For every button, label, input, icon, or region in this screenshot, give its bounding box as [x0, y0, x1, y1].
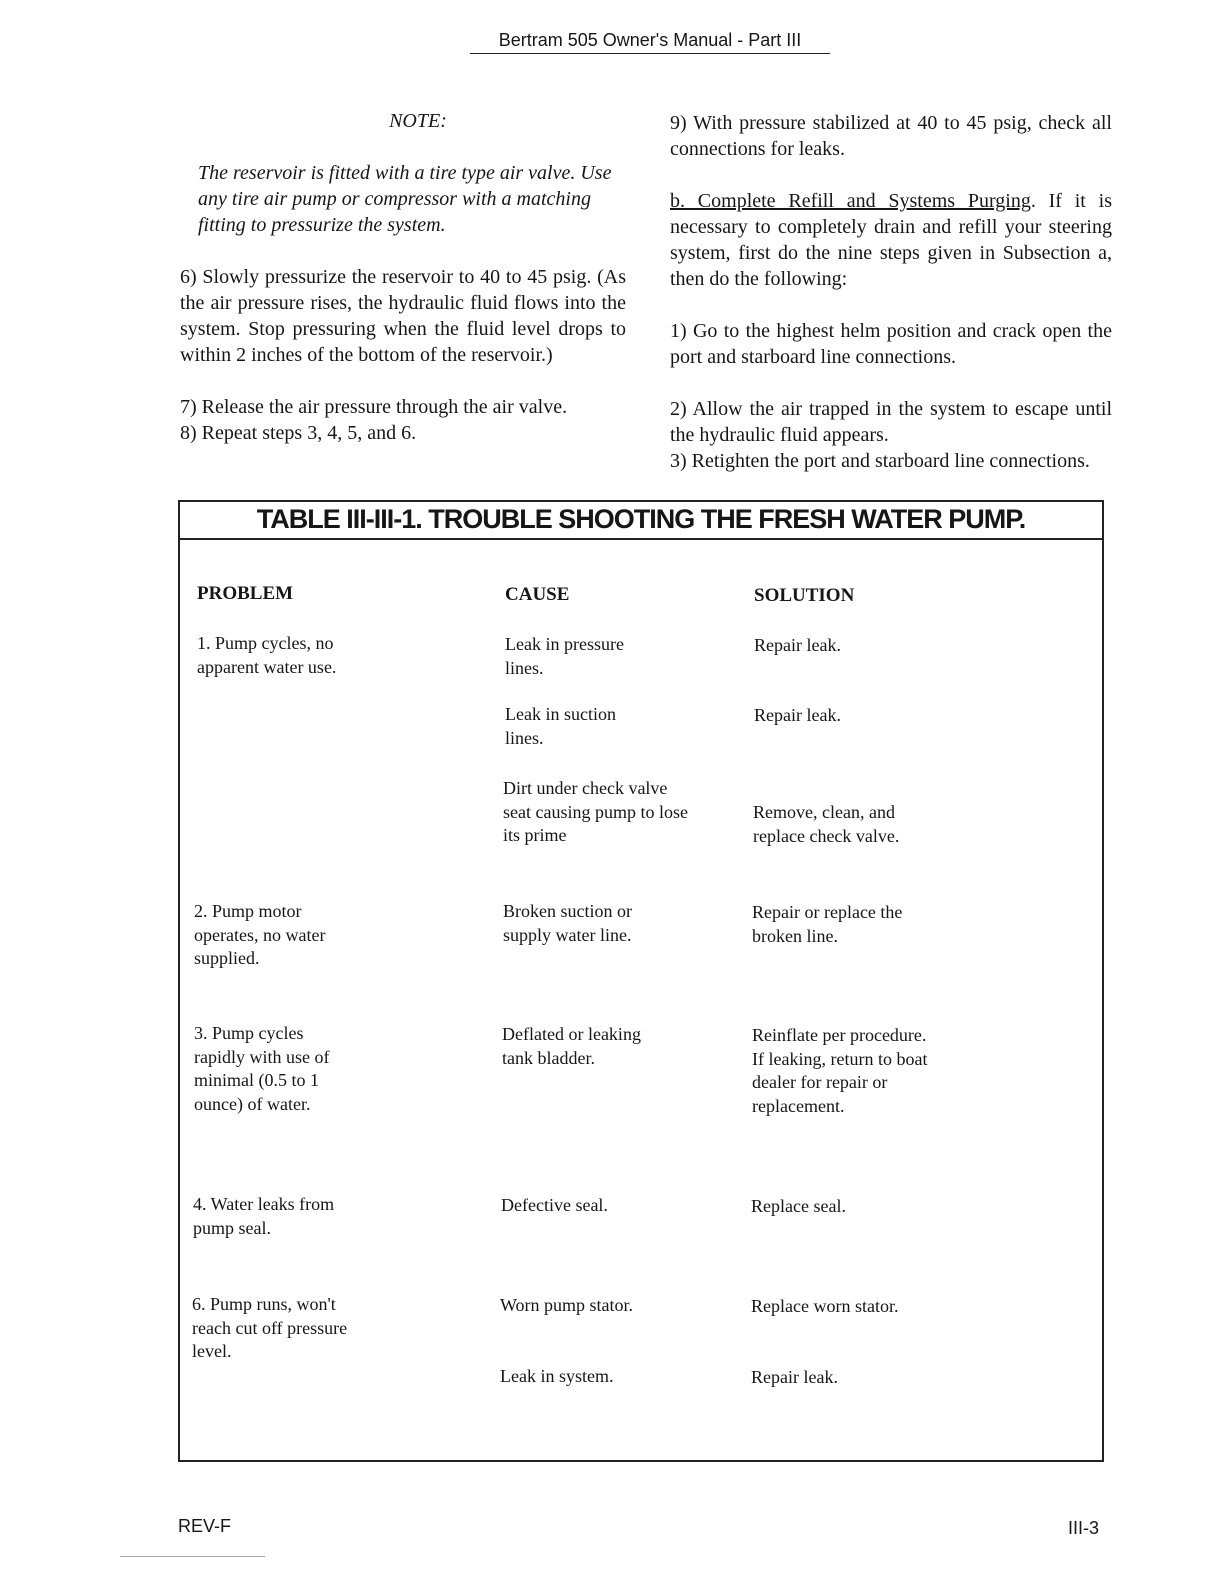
step-6: 6) Slowly pressurize the reservoir to 40 to 45 psig. (As the air pressure rises, the hydraulic fluid flows into the system. Stop pressuring when the fluid level drops to within 2 inches of the bottom of the reservoir.)	[180, 266, 626, 366]
problem-4: 4. Water leaks from pump seal.	[193, 1194, 335, 1238]
step-7: 7) Release the air pressure through the air valve.	[180, 396, 568, 418]
note-body: The reservoir is fitted with a tire type air valve. Use any tire air pump or compressor with a matching fitting to pressurize the system.	[198, 162, 612, 236]
purge-step-2: 2) Allow the air trapped in the system to escape until the hydraulic fluid appears.	[670, 398, 1112, 446]
solution-1b: Repair leak.	[754, 705, 841, 725]
troubleshooting-table	[178, 500, 1104, 1462]
solution-6a: Replace worn stator.	[751, 1296, 899, 1316]
purge-step-3: 3) Retighten the port and starboard line connections.	[670, 450, 1090, 472]
cause-1b: Leak in suction lines.	[505, 704, 616, 748]
problem-3: 3. Pump cycles rapidly with use of minimal (0.5 to 1 ounce) of water.	[194, 1023, 330, 1114]
cause-3: Deflated or leaking tank bladder.	[502, 1024, 641, 1068]
solution-1a: Repair leak.	[754, 635, 841, 655]
problem-6: 6. Pump runs, won't reach cut off pressure level.	[192, 1294, 348, 1361]
cause-2: Broken suction or supply water line.	[503, 901, 632, 945]
solution-1c: Remove, clean, and replace check valve.	[753, 802, 900, 846]
scan-artifact-line	[120, 1556, 265, 1557]
page-header: Bertram 505 Owner's Manual - Part III	[470, 30, 830, 54]
right-column	[670, 110, 1112, 474]
section-b-heading: b. Complete Refill and Systems Purging	[670, 190, 1031, 212]
header-problem: PROBLEM	[197, 583, 294, 604]
left-column	[180, 108, 626, 446]
section-b-body: . If it is necessary to completely drain and refill your steering system, first do the nine steps given in Subsection a, then do the following:	[670, 190, 1112, 290]
cause-1a: Leak in pressure lines.	[505, 634, 624, 678]
cause-1c: Dirt under check valve seat causing pump to lose its prime	[503, 778, 688, 845]
solution-4: Replace seal.	[751, 1196, 846, 1216]
problem-2: 2. Pump motor operates, no water supplied.	[194, 901, 326, 968]
cause-6a: Worn pump stator.	[500, 1295, 634, 1315]
section-b	[670, 188, 1112, 292]
note-title: NOTE:	[389, 110, 447, 132]
purge-step-1: 1) Go to the highest helm position and crack open the port and starboard line connections.	[670, 320, 1112, 368]
cause-4: Defective seal.	[501, 1195, 608, 1215]
solution-6b: Repair leak.	[751, 1367, 838, 1387]
solution-3: Reinflate per procedure. If leaking, return to boat dealer for repair or replacement.	[752, 1025, 928, 1116]
problem-1: 1. Pump cycles, no apparent water use.	[197, 633, 337, 677]
header-cause: CAUSE	[505, 584, 570, 605]
step-8: 8) Repeat steps 3, 4, 5, and 6.	[180, 422, 417, 444]
cause-6b: Leak in system.	[500, 1366, 614, 1386]
page-number: III-3	[1068, 1518, 1100, 1538]
table-title: TABLE III-III-1. TROUBLE SHOOTING THE FRESH WATER PUMP.	[180, 502, 1102, 540]
revision-label: REV-F	[178, 1516, 232, 1536]
step-9: 9) With pressure stabilized at 40 to 45 psig, check all connections for leaks.	[670, 112, 1112, 160]
solution-2: Repair or replace the broken line.	[752, 902, 903, 946]
header-solution: SOLUTION	[754, 585, 855, 606]
